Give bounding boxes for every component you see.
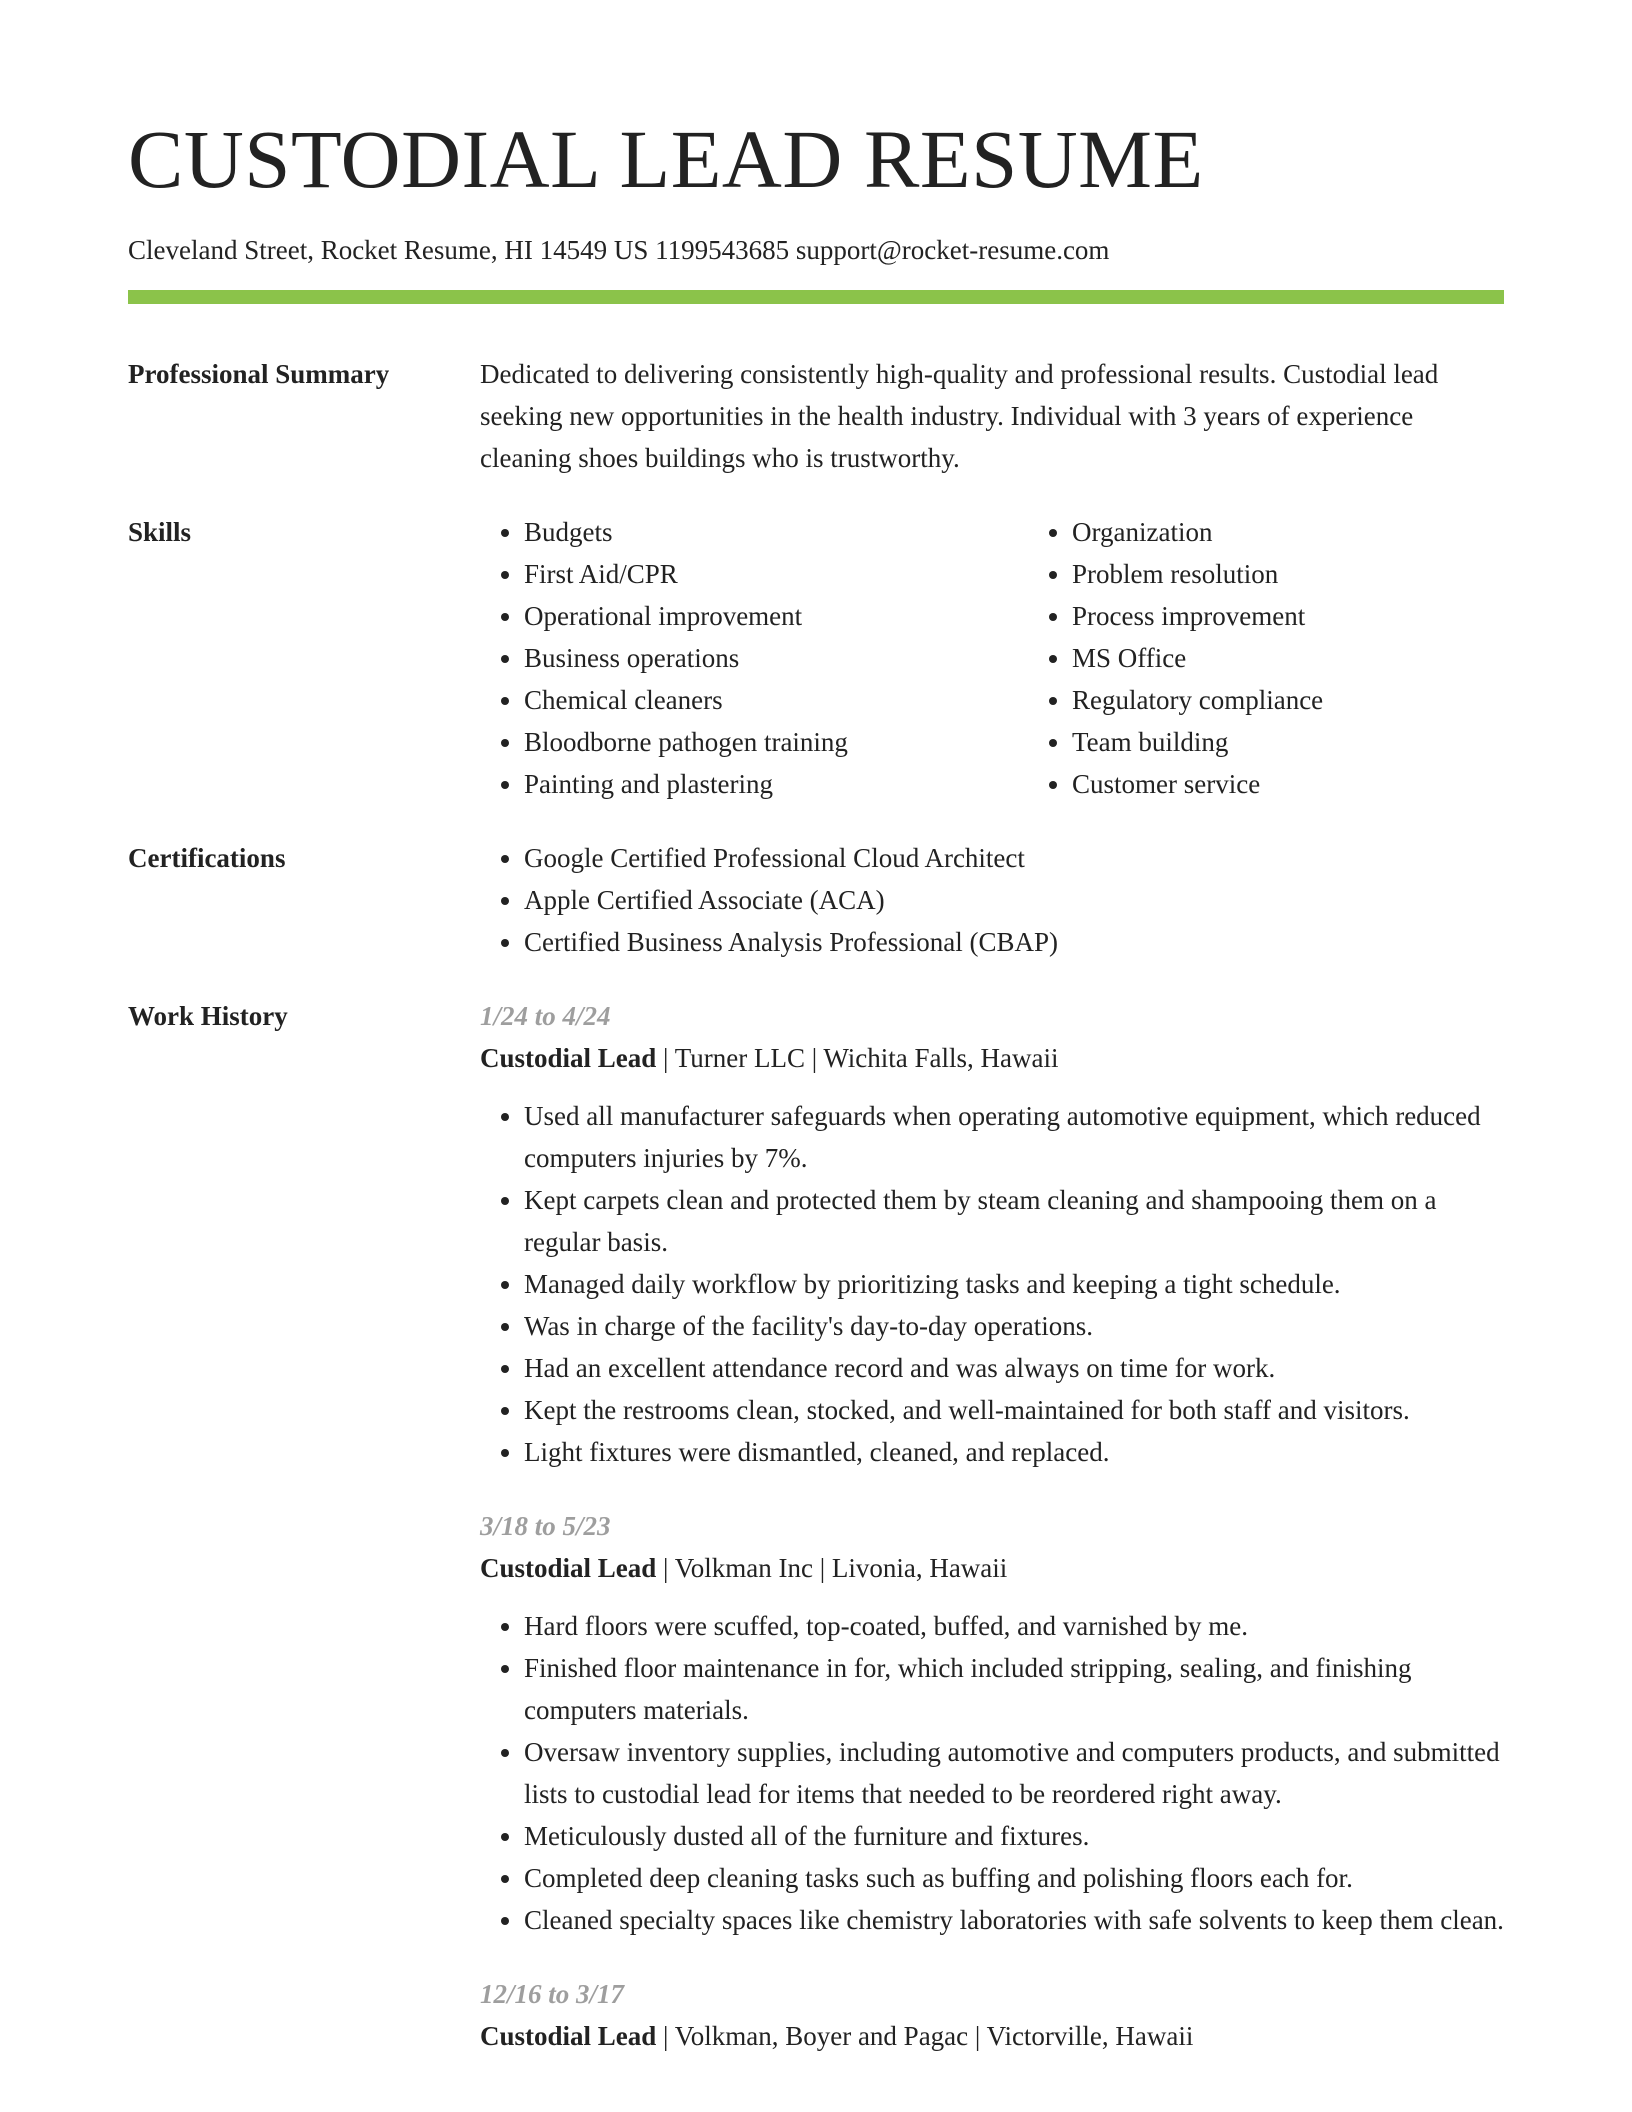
job-details: | Volkman, Boyer and Pagac | Victorville, Hawaii xyxy=(656,2021,1194,2052)
skill-item: • Regulatory compliance xyxy=(1072,679,1532,721)
job-heading xyxy=(480,1547,1504,1589)
job-dates: 1/24 to 4/24 xyxy=(480,1001,611,1032)
section-label-summary: Professional Summary xyxy=(128,359,390,390)
job-dates: 12/16 to 3/17 xyxy=(480,1979,625,2010)
job-bullet: • Kept carpets clean and protected them by steam cleaning and shampooing them on a regular basis. xyxy=(524,1179,1504,1263)
skill-item: • Team building xyxy=(1072,721,1532,763)
job-heading xyxy=(480,1037,1504,1079)
resume-title: CUSTODIAL LEAD RESUME xyxy=(128,113,1204,205)
job-title: Custodial Lead xyxy=(480,1043,657,1074)
skill-item: • MS Office xyxy=(1072,637,1532,679)
job-bullets xyxy=(480,1095,1504,1473)
skills-list-right xyxy=(1028,511,1532,805)
skill-item: • Business operations xyxy=(524,637,984,679)
skill-item: • Operational improvement xyxy=(524,595,984,637)
job-entry xyxy=(480,1505,1504,1941)
section-label-certifications: Certifications xyxy=(128,843,286,874)
header-divider xyxy=(128,290,1504,304)
job-details: | Volkman Inc | Livonia, Hawaii xyxy=(656,1553,1008,1584)
section-label-skills: Skills xyxy=(128,517,192,548)
job-bullet: • Meticulously dusted all of the furniture and fixtures. xyxy=(524,1815,1504,1857)
skills-section xyxy=(128,511,1504,805)
job-bullets xyxy=(480,1605,1504,1941)
job-bullet: • Had an excellent attendance record and was always on time for work. xyxy=(524,1347,1504,1389)
skills-grid xyxy=(480,511,1532,805)
skill-item: • Bloodborne pathogen training xyxy=(524,721,984,763)
job-bullet: • Hard floors were scuffed, top-coated, buffed, and varnished by me. xyxy=(524,1605,1504,1647)
job-bullet: • Was in charge of the facility's day-to-day operations. xyxy=(524,1305,1504,1347)
skill-item: • Process improvement xyxy=(1072,595,1532,637)
job-bullet: • Cleaned specialty spaces like chemistry laboratories with safe solvents to keep them clean. xyxy=(524,1899,1504,1941)
skill-item: • First Aid/CPR xyxy=(524,553,984,595)
summary-text: Dedicated to delivering consistently high-quality and professional results. Custodial lead seeking new opportunities in the health industry. Individual with 3 years of experience cleaning shoes buildings who is trustworthy. xyxy=(480,359,1439,474)
job-bullet: • Managed daily workflow by prioritizing tasks and keeping a tight schedule. xyxy=(524,1263,1504,1305)
work-history-section xyxy=(128,995,1504,2089)
certification-item: • Certified Business Analysis Professional (CBAP) xyxy=(524,921,1504,963)
contact-info: Cleveland Street, Rocket Resume, HI 14549 US 1199543685 support@rocket-resume.com xyxy=(128,235,1110,265)
skill-item: • Customer service xyxy=(1072,763,1532,805)
summary-section xyxy=(128,353,1504,479)
job-heading xyxy=(480,2015,1504,2057)
certifications-body xyxy=(480,837,1504,963)
certifications-list xyxy=(480,837,1504,963)
job-entry xyxy=(480,1973,1504,2057)
job-dates: 3/18 to 5/23 xyxy=(480,1511,611,1542)
section-label-work-history: Work History xyxy=(128,1001,288,1032)
skills-list-left xyxy=(480,511,984,805)
skill-item: • Budgets xyxy=(524,511,984,553)
job-title: Custodial Lead xyxy=(480,1553,657,1584)
job-title: Custodial Lead xyxy=(480,2021,657,2052)
certification-item: • Google Certified Professional Cloud Architect xyxy=(524,837,1504,879)
job-bullet: • Used all manufacturer safeguards when operating automotive equipment, which reduced computers injuries by 7%. xyxy=(524,1095,1504,1179)
skill-item: • Painting and plastering xyxy=(524,763,984,805)
certifications-section xyxy=(128,837,1504,963)
job-details: | Turner LLC | Wichita Falls, Hawaii xyxy=(656,1043,1059,1074)
job-bullet: • Kept the restrooms clean, stocked, and well-maintained for both staff and visitors. xyxy=(524,1389,1504,1431)
job-entry xyxy=(480,995,1504,1473)
work-history-body xyxy=(480,995,1504,2089)
skill-item: • Problem resolution xyxy=(1072,553,1532,595)
job-bullet: • Oversaw inventory supplies, including automotive and computers products, and submitted lists to custodial lead for items that needed to be reordered right away. xyxy=(524,1731,1504,1815)
skill-item: • Chemical cleaners xyxy=(524,679,984,721)
skill-item: • Organization xyxy=(1072,511,1532,553)
certification-item: • Apple Certified Associate (ACA) xyxy=(524,879,1504,921)
job-bullet: • Completed deep cleaning tasks such as buffing and polishing floors each for. xyxy=(524,1857,1504,1899)
job-bullet: • Light fixtures were dismantled, cleaned, and replaced. xyxy=(524,1431,1504,1473)
job-bullet: • Finished floor maintenance in for, which included stripping, sealing, and finishing computers materials. xyxy=(524,1647,1504,1731)
